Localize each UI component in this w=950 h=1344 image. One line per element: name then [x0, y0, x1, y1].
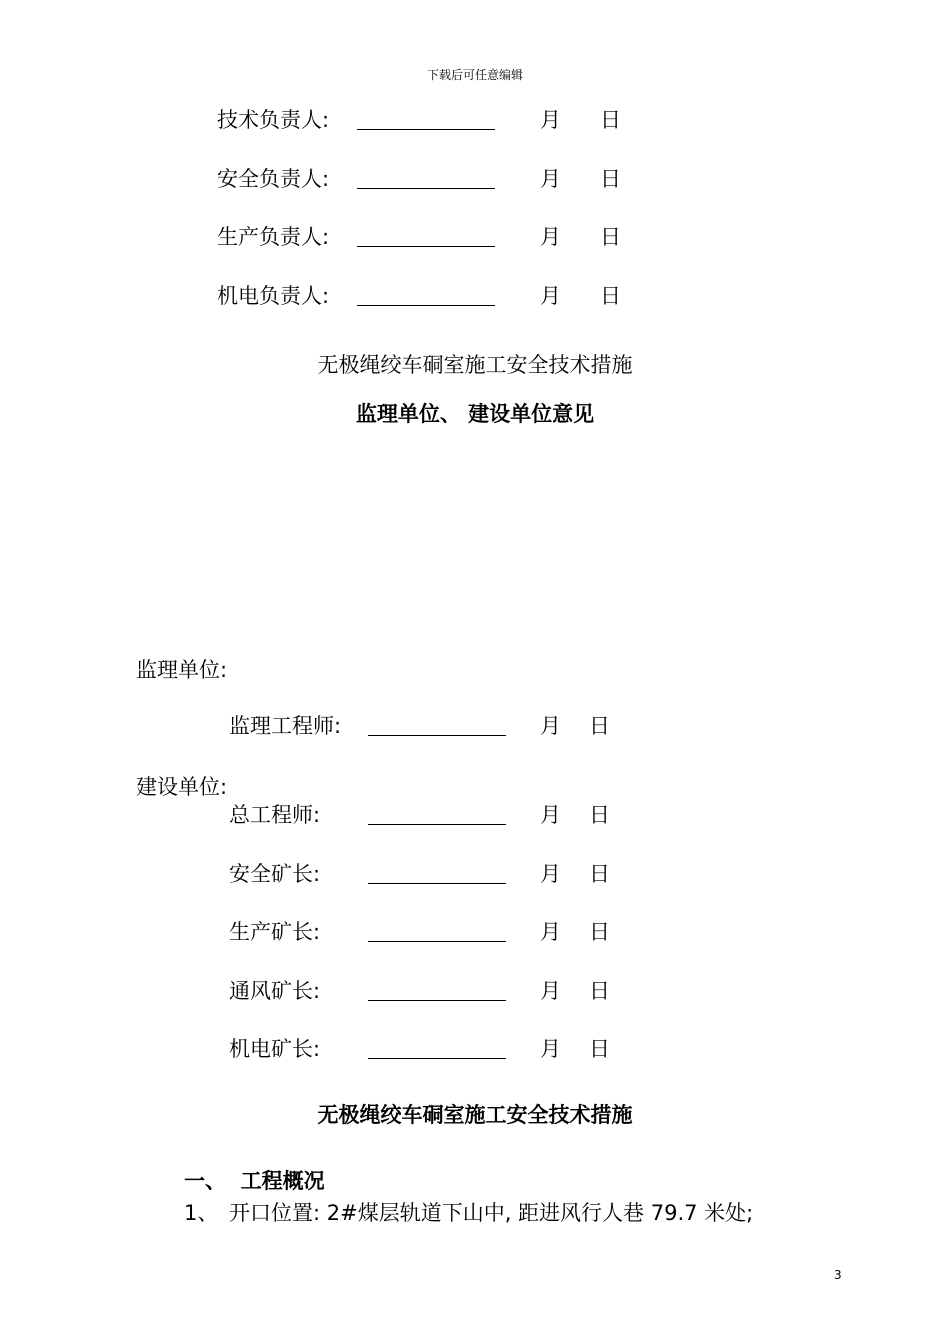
day-label: 日 — [589, 979, 610, 1003]
signature-line — [368, 824, 506, 825]
day-label: 日 — [589, 920, 610, 944]
month-label: 月 — [540, 714, 561, 738]
day-label: 日 — [589, 803, 610, 827]
signature-line — [357, 305, 495, 306]
signature-line — [368, 735, 506, 736]
signature-row-tech — [217, 105, 637, 135]
month-label: 月 — [540, 284, 561, 308]
signature-row-production — [217, 222, 637, 252]
signature-label: 安全矿长: — [229, 862, 321, 886]
supervision-heading: 监理单位: — [136, 658, 228, 682]
list-item-text: 开口位置: 2#煤层轨道下山中, 距进风行人巷 79.7 米处; — [229, 1201, 754, 1225]
signature-row-chief-engineer — [229, 800, 629, 830]
signature-row-electromech-director — [229, 1034, 629, 1064]
month-label: 月 — [540, 803, 561, 827]
month-label: 月 — [540, 979, 561, 1003]
page-header: 下载后可任意编辑 — [426, 68, 523, 82]
page-number: 3 — [834, 1268, 842, 1282]
day-label: 日 — [589, 1037, 610, 1061]
month-label: 月 — [540, 1037, 561, 1061]
signature-row-electromech — [217, 281, 637, 311]
signature-label: 监理工程师: — [229, 714, 342, 738]
day-label: 日 — [589, 714, 610, 738]
section-heading: 一、 工程概况 — [184, 1169, 325, 1193]
signature-label: 机电负责人: — [217, 284, 330, 308]
day-label: 日 — [600, 167, 621, 191]
signature-row-safety — [217, 164, 637, 194]
list-item-number: 1、 — [184, 1201, 219, 1225]
measures-title-main: 无极绳绞车硐室施工安全技术措施 — [317, 1103, 633, 1127]
construction-heading: 建设单位: — [136, 775, 228, 799]
day-label: 日 — [600, 225, 621, 249]
signature-label: 技术负责人: — [217, 108, 330, 132]
measures-title-small: 无极绳绞车硐室施工安全技术措施 — [317, 353, 633, 377]
month-label: 月 — [540, 920, 561, 944]
signature-line — [368, 1000, 506, 1001]
day-label: 日 — [589, 862, 610, 886]
signature-label: 总工程师: — [229, 803, 321, 827]
signature-line — [357, 129, 495, 130]
month-label: 月 — [540, 167, 561, 191]
signature-line — [357, 188, 495, 189]
signature-line — [368, 883, 506, 884]
signature-line — [368, 1058, 506, 1059]
month-label: 月 — [540, 108, 561, 132]
month-label: 月 — [540, 862, 561, 886]
signature-label: 安全负责人: — [217, 167, 330, 191]
signature-label: 生产矿长: — [229, 920, 321, 944]
day-label: 日 — [600, 284, 621, 308]
signature-row-production-director — [229, 917, 629, 947]
day-label: 日 — [600, 108, 621, 132]
opinion-title: 监理单位、 建设单位意见 — [355, 402, 595, 426]
signature-label: 机电矿长: — [229, 1037, 321, 1061]
signature-line — [357, 246, 495, 247]
signature-row-safety-director — [229, 859, 629, 889]
signature-row-ventilation-director — [229, 976, 629, 1006]
month-label: 月 — [540, 225, 561, 249]
signature-line — [368, 941, 506, 942]
signature-label: 通风矿长: — [229, 979, 321, 1003]
signature-label: 生产负责人: — [217, 225, 330, 249]
signature-row-supervisor — [229, 711, 629, 741]
